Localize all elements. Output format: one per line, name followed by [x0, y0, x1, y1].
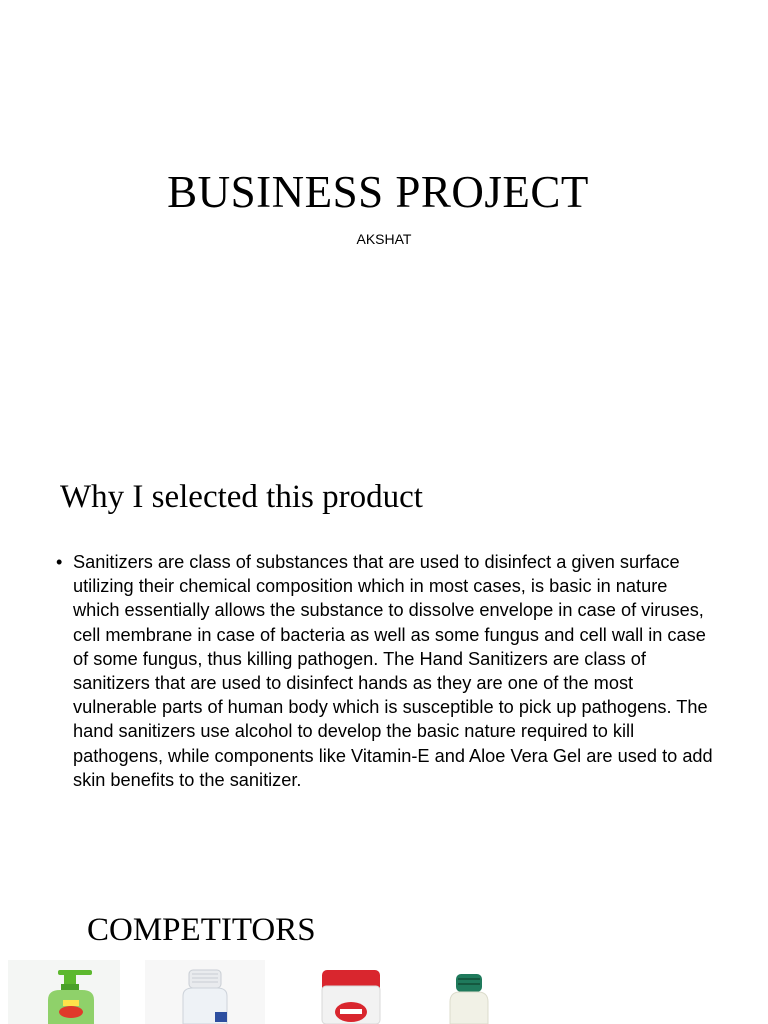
competitor-product-4 — [420, 960, 520, 1024]
clear-gel-bottle-icon — [145, 960, 265, 1024]
bullet-marker: • — [56, 552, 63, 572]
why-selected-heading: Why I selected this product — [60, 479, 423, 515]
why-selected-paragraph: Sanitizers are class of substances that are used to disinfect a given surface utilizing their chemical composition which in most cases, is basic in nature which essentially allows the substance to dissolve envelope in case of viruses, cell membrane in case of bacteria as well as some fungus and cell wall in case of some fungus, thus killing pathogen. The Hand Sanitizers are class of sanitizers that are used to disinfect hands as they are one of the most vulnerable parts of human body which is susceptible to pick up pathogens. The hand sanitizers use alcohol to develop the basic nature required to kill pathogens, while components like Vitamin-E and Aloe Vera Gel are used to add skin benefits to the sanitizer. — [73, 552, 713, 790]
green-pump-bottle-icon — [8, 960, 120, 1024]
competitor-product-3 — [300, 960, 400, 1024]
author-name: AKSHAT — [356, 231, 412, 247]
why-selected-bullet — [56, 550, 716, 792]
teal-cap-bottle-icon — [420, 960, 520, 1024]
competitor-product-1 — [8, 960, 120, 1024]
document-title: BUSINESS PROJECT — [167, 167, 589, 217]
red-cap-bottle-icon — [300, 960, 400, 1024]
competitors-heading: COMPETITORS — [87, 912, 316, 948]
competitor-product-2 — [145, 960, 265, 1024]
